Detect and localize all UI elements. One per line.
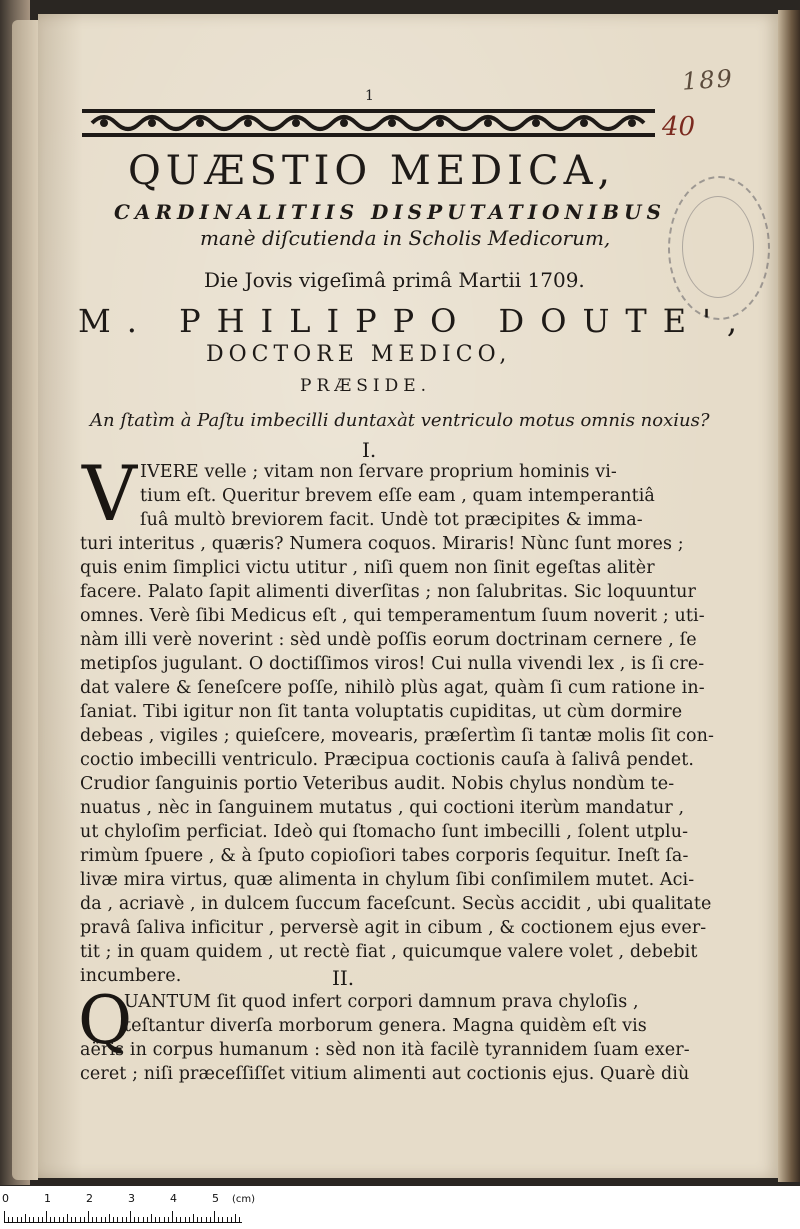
ruler-tick [130,1211,131,1223]
ruler-tick [59,1217,60,1223]
library-stamp [668,176,770,320]
ruler-tick [21,1217,22,1223]
ruler-tick [75,1217,76,1223]
ruler-tick [50,1217,51,1223]
section-one-line: tium eſt. Queritur brevem eſſe eam , quam intemperantiâ [140,486,655,506]
ruler-tick [134,1217,135,1223]
library-stamp-inner-ring [682,196,754,298]
ruler-tick [151,1214,152,1223]
ruler-tick [96,1217,97,1223]
page-fore-edge [778,10,800,1182]
ruler-tick [67,1214,68,1223]
ruler-tick [80,1217,81,1223]
ruler-tick [235,1214,236,1223]
section-one-line: da , acriavè , in dulcem ſuccum faceſcunt. Secùs accidit , ubi qualitate [80,894,712,914]
dropcap-q: Q [78,982,133,1059]
ruler-tick [8,1217,9,1223]
ruler-tick [218,1217,219,1223]
ruler-tick [71,1217,72,1223]
section-one-line: omnes. Verè ſibi Medicus eſt , qui temperamentum ſuum noverit ; uti- [80,606,705,626]
ruler-tick [180,1217,181,1223]
section-numeral-one: I. [362,438,377,462]
ruler-label-0: 0 [2,1192,9,1205]
section-one-line: tit ; in quam quidem , ut rectè fiat , quicumque valere volet , debebit [80,942,698,962]
ruler-unit: (cm) [232,1194,256,1205]
ruler-label-2: 2 [86,1192,93,1205]
ruler-tick [239,1217,240,1223]
praeses-name: M. PHILIPPO DOUTE', [78,302,754,340]
ruler-tick [88,1211,89,1223]
section-one-line: coctio imbecilli ventriculo. Præcipua coctionis cauſa à ſalivâ pendet. [80,750,695,770]
ruler-tick [143,1217,144,1223]
section-two-line: UANTUM ſit quod infert corpori damnum prava chyloſis , [124,992,639,1012]
ruler-tick [17,1217,18,1223]
ruler-tick [159,1217,160,1223]
ruler-tick [12,1217,13,1223]
scale-ruler [0,1186,800,1229]
title-scholis: manè diſcutienda in Scholis Medicorum, [200,226,611,250]
dropcap-v: V [82,449,137,538]
ruler-tick [42,1217,43,1223]
section-one-line: pravâ ſaliva inficitur , perversè agit in cibum , & coctionem ejus ever- [80,918,707,938]
ruler-tick [189,1217,190,1223]
ruler-tick [29,1217,30,1223]
ruler-tick [117,1217,118,1223]
ornament-band-graphic [82,107,655,139]
ruler-tick [109,1214,110,1223]
ruler-tick [201,1217,202,1223]
ruler-tick [164,1217,165,1223]
ruler-tick [138,1217,139,1223]
ruler-tick [84,1217,85,1223]
ruler-label-5: 5 [212,1192,219,1205]
section-one-line: quis enim ſimplici victu utitur , niſi quem non ſinit egeſtas alitèr [80,558,655,578]
section-one-line: facere. Palato ſapit alimenti diverſitas ; non ſalubritas. Sic loquuntur [80,582,696,602]
ruler-tick [155,1217,156,1223]
section-one-line: rimùm ſpuere , & à ſputo copioſiori tabes corporis ſequitur. Ineſt ſa- [80,846,689,866]
ruler-tick [105,1217,106,1223]
ruler-tick [54,1217,55,1223]
ruler-tick [147,1217,148,1223]
doctor-medico: DOCTORE MEDICO, [206,342,512,367]
section-one-line: livæ mira virtus, quæ alimenta in chylum ſibi conſimilem mutet. Aci- [80,870,695,890]
section-one-line: ſaniat. Tibi igitur non ſit tanta voluptatis cupiditas, ut cùm dormire [80,702,683,722]
signature-mark: 1 [365,88,374,104]
ruler-tick [101,1217,102,1223]
section-one-line: turi interitus , quæris? Numera coquos. Miraris! Nùnc ſunt mores ; [80,534,684,554]
title-main: QUÆSTIO MEDICA, [128,148,616,194]
title-disputationes: CARDINALITIIS DISPUTATIONIBUS [114,200,666,224]
decorative-header-ornament [82,107,655,139]
book-spine-edge [12,20,38,1180]
section-numeral-two: II. [332,966,355,990]
section-two-line: teſtantur diverſa morborum genera. Magna quidèm eſt vis [124,1016,647,1036]
section-one-line: IVERE velle ; vitam non ſervare proprium hominis vi- [140,462,617,482]
section-one-line: ſuâ multò breviorem facit. Undè tot præcipites & imma- [140,510,643,530]
ruler-tick [168,1217,169,1223]
ruler-tick [92,1217,93,1223]
section-one-line: dat valere & ſeneſcere poſſe, nihilò plùs agat, quàm ſi cum ratione in- [80,678,705,698]
ruler-tick [122,1217,123,1223]
ruler-label-1: 1 [44,1192,51,1205]
section-two-line: aëris in corpus humanum : sèd non ità facilè tyrannidem ſuam exer- [80,1040,690,1060]
ruler-tick [25,1214,26,1223]
ruler-tick [176,1217,177,1223]
ruler-label-3: 3 [128,1192,135,1205]
section-one-line: nàm illi verè noverint : sèd undè poſſis eorum doctrinam cernere , ſe [80,630,697,650]
ruler-tick [214,1211,215,1223]
ruler-tick [38,1217,39,1223]
ruler-tick [113,1217,114,1223]
ruler-tick [193,1214,194,1223]
ruler-tick [206,1217,207,1223]
section-two-line: ceret ; niſi præceſſiſſet vitium alimenti aut coctionis ejus. Quarè diù [80,1064,690,1084]
ruler-tick [63,1217,64,1223]
section-one-line: metipſos jugulant. O doctiſſimos viros! Cui nulla vivendi lex , is ſi cre- [80,654,705,674]
section-one-line: Crudior ſanguinis portio Veteribus audit. Nobis chylus nondùm te- [80,774,675,794]
ruler-tick [172,1211,173,1223]
handwritten-page-number: 189 [681,64,735,96]
section-one-line: incumbere. [80,966,182,986]
section-one-line: nuatus , nèc in ſanguinem mutatus , qui coctioni iterùm mandatur , [80,798,685,818]
handwritten-number-40: 40 [662,112,696,142]
ruler-tick [185,1217,186,1223]
ruler-tick [231,1217,232,1223]
ruler-tick [46,1211,47,1223]
ruler-tick [222,1217,223,1223]
ruler-tick [4,1211,5,1223]
ruler-tick [197,1217,198,1223]
disputation-date: Die Jovis vigeſimâ primâ Martii 1709. [204,268,585,292]
ruler-tick [210,1217,211,1223]
ruler-tick [126,1217,127,1223]
ruler-tick [33,1217,34,1223]
thesis-question: An ſtatìm à Paſtu imbecilli duntaxàt ventriculo motus omnis noxius? [90,410,710,431]
ruler-label-4: 4 [170,1192,177,1205]
praeside-label: PRÆSIDE. [300,376,432,396]
section-one-line: debeas , vigiles ; quieſcere, movearis, præſertìm ſi tantæ molis ſit con- [80,726,715,746]
ruler-tick [227,1217,228,1223]
section-one-line: ut chyloſim perficiat. Ideò qui ſtomacho ſunt imbecilli , ſolent utplu- [80,822,689,842]
